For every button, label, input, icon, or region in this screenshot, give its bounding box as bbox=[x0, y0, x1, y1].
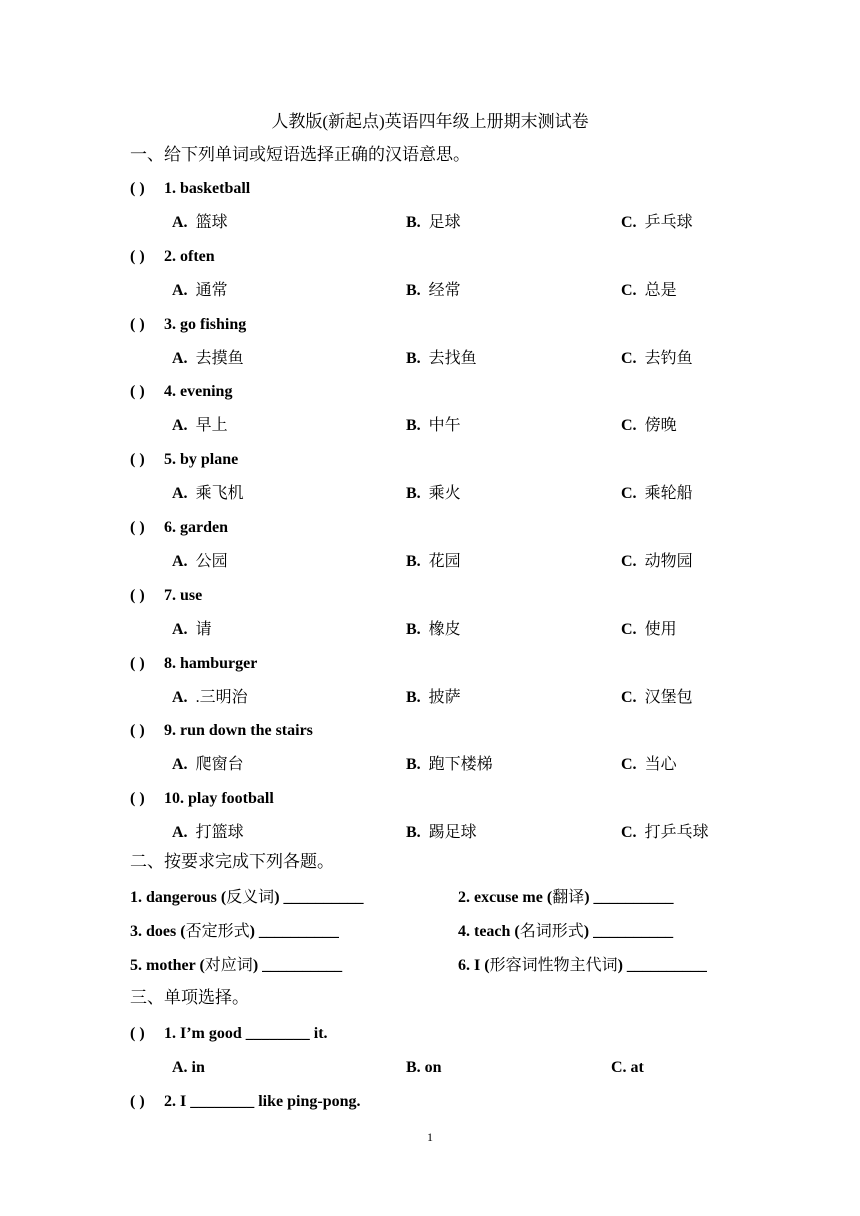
question-5 bbox=[130, 448, 238, 472]
answer-paren: ( ) bbox=[130, 519, 145, 536]
option-letter: C. bbox=[621, 485, 637, 502]
option-text: 傍晚 bbox=[644, 417, 677, 434]
option-a bbox=[172, 211, 228, 235]
question-3 bbox=[130, 313, 246, 337]
option-a bbox=[172, 550, 228, 574]
answer-paren: ( ) bbox=[130, 248, 145, 265]
option-letter: B. bbox=[406, 417, 421, 434]
option-letter: B. bbox=[406, 214, 421, 231]
option-text: 乘飞机 bbox=[195, 485, 244, 502]
option-letter: B. bbox=[406, 621, 421, 638]
option-b bbox=[406, 279, 461, 303]
option-text: 请 bbox=[195, 621, 212, 638]
option-text: 乘火 bbox=[428, 485, 461, 502]
option-text: 乒乓球 bbox=[644, 214, 693, 231]
option-text: 动物园 bbox=[644, 553, 693, 570]
option-text: 乘轮船 bbox=[644, 485, 693, 502]
option-a bbox=[172, 821, 244, 845]
option-c bbox=[621, 482, 693, 506]
option-text: 中午 bbox=[428, 417, 461, 434]
option-letter: C. bbox=[621, 350, 637, 367]
option-letter: B. bbox=[406, 824, 421, 841]
fill-item-1: 1. dangerous (反义词) __________ bbox=[130, 889, 364, 906]
option-letter: B. bbox=[406, 756, 421, 773]
mc-question-2: ( ) 2. I ________ like ping-pong. bbox=[130, 1093, 361, 1110]
option-text: 去找鱼 bbox=[428, 350, 477, 367]
option-letter: A. bbox=[172, 553, 188, 570]
answer-paren: ( ) bbox=[130, 655, 145, 672]
option-letter: C. bbox=[621, 621, 637, 638]
option-a bbox=[172, 686, 248, 710]
fill-item-2: 2. excuse me (翻译) __________ bbox=[458, 889, 674, 906]
option-text: 篮球 bbox=[195, 214, 228, 231]
option-text: 当心 bbox=[644, 756, 677, 773]
option-c bbox=[621, 618, 677, 642]
option-text: 经常 bbox=[428, 282, 461, 299]
option-b bbox=[406, 347, 477, 371]
option-letter: C. bbox=[621, 756, 637, 773]
option-text: 披萨 bbox=[428, 689, 461, 706]
option-text: 打篮球 bbox=[195, 824, 244, 841]
option-b bbox=[406, 618, 461, 642]
option-c bbox=[621, 821, 709, 845]
option-letter: C. bbox=[621, 282, 637, 299]
mc-question-1: ( ) 1. I’m good ________ it. bbox=[130, 1025, 328, 1042]
answer-paren: ( ) bbox=[130, 722, 145, 739]
question-10 bbox=[130, 787, 274, 811]
option-letter: A. bbox=[172, 214, 188, 231]
answer-paren: ( ) bbox=[130, 790, 145, 807]
option-letter: C. bbox=[621, 417, 637, 434]
answer-paren: ( ) bbox=[130, 587, 145, 604]
option-text: 早上 bbox=[195, 417, 228, 434]
question-term: 10. play football bbox=[164, 790, 274, 807]
option-text: 打乒乓球 bbox=[644, 824, 709, 841]
option-letter: A. bbox=[172, 282, 188, 299]
option-text: 公园 bbox=[195, 553, 228, 570]
option-letter: A. bbox=[172, 417, 188, 434]
option-letter: A. bbox=[172, 756, 188, 773]
option-a bbox=[172, 414, 228, 438]
option-c bbox=[621, 753, 677, 777]
option-letter: A. bbox=[172, 689, 188, 706]
fill-item-5: 5. mother (对应词) __________ bbox=[130, 957, 343, 974]
option-letter: B. bbox=[406, 282, 421, 299]
option-text: 跑下楼梯 bbox=[428, 756, 493, 773]
option-letter: B. bbox=[406, 689, 421, 706]
fill-item-3: 3. does (否定形式) __________ bbox=[130, 923, 339, 940]
option-c bbox=[621, 550, 693, 574]
mc-option-b: B. on bbox=[406, 1059, 442, 1076]
question-9 bbox=[130, 719, 313, 743]
fill-item-4: 4. teach (名词形式) __________ bbox=[458, 923, 674, 940]
option-letter: A. bbox=[172, 350, 188, 367]
answer-paren: ( ) bbox=[130, 180, 145, 197]
question-term: 3. go fishing bbox=[164, 316, 247, 333]
answer-paren: ( ) bbox=[130, 451, 145, 468]
option-text: 花园 bbox=[428, 553, 461, 570]
question-term: 5. by plane bbox=[164, 451, 239, 468]
option-letter: A. bbox=[172, 485, 188, 502]
option-text: 足球 bbox=[428, 214, 461, 231]
option-b bbox=[406, 482, 461, 506]
option-letter: B. bbox=[406, 350, 421, 367]
question-term: 9. run down the stairs bbox=[164, 722, 313, 739]
question-1 bbox=[130, 177, 250, 201]
answer-paren: ( ) bbox=[130, 383, 145, 400]
question-term: 4. evening bbox=[164, 383, 233, 400]
option-text: .三明治 bbox=[195, 689, 248, 706]
option-c bbox=[621, 686, 693, 710]
option-text: 爬窗台 bbox=[195, 756, 244, 773]
question-8 bbox=[130, 652, 257, 676]
option-b bbox=[406, 414, 461, 438]
option-letter: A. bbox=[172, 824, 188, 841]
option-text: 通常 bbox=[195, 282, 228, 299]
page-title: 人教版(新起点)英语四年级上册期末测试卷 bbox=[271, 112, 589, 131]
option-text: 踢足球 bbox=[428, 824, 477, 841]
option-letter: C. bbox=[621, 214, 637, 231]
option-a bbox=[172, 279, 228, 303]
question-term: 7. use bbox=[164, 587, 203, 604]
question-term: 1. basketball bbox=[164, 180, 251, 197]
section-2-heading: 二、按要求完成下列各题。 bbox=[130, 852, 334, 871]
option-a bbox=[172, 753, 244, 777]
question-6 bbox=[130, 516, 228, 540]
option-text: 去钓鱼 bbox=[644, 350, 693, 367]
question-term: 6. garden bbox=[164, 519, 228, 536]
option-letter: C. bbox=[621, 553, 637, 570]
option-a bbox=[172, 618, 212, 642]
option-letter: B. bbox=[406, 485, 421, 502]
option-c bbox=[621, 347, 693, 371]
option-text: 去摸鱼 bbox=[195, 350, 244, 367]
question-4 bbox=[130, 380, 232, 404]
option-text: 使用 bbox=[644, 621, 677, 638]
option-c bbox=[621, 414, 677, 438]
option-b bbox=[406, 753, 493, 777]
option-b bbox=[406, 821, 477, 845]
mc-option-a: A. in bbox=[172, 1059, 205, 1076]
option-letter: C. bbox=[621, 689, 637, 706]
page-number: 1 bbox=[427, 1130, 433, 1144]
option-b bbox=[406, 211, 461, 235]
option-text: 汉堡包 bbox=[644, 689, 693, 706]
option-a bbox=[172, 347, 244, 371]
question-7 bbox=[130, 584, 202, 608]
question-term: 2. often bbox=[164, 248, 215, 265]
section-3-heading: 三、单项选择。 bbox=[130, 988, 249, 1007]
option-b bbox=[406, 686, 461, 710]
question-2 bbox=[130, 245, 215, 269]
option-letter: A. bbox=[172, 621, 188, 638]
option-text: 总是 bbox=[644, 282, 677, 299]
question-term: 8. hamburger bbox=[164, 655, 258, 672]
option-c bbox=[621, 279, 677, 303]
option-b bbox=[406, 550, 461, 574]
mc-option-c: C. at bbox=[611, 1059, 644, 1076]
option-c bbox=[621, 211, 693, 235]
option-letter: C. bbox=[621, 824, 637, 841]
answer-paren: ( ) bbox=[130, 316, 145, 333]
section-1-heading: 一、给下列单词或短语选择正确的汉语意思。 bbox=[130, 145, 470, 164]
fill-item-6: 6. I (形容词性物主代词) __________ bbox=[458, 957, 707, 974]
option-letter: B. bbox=[406, 553, 421, 570]
option-a bbox=[172, 482, 244, 506]
option-text: 橡皮 bbox=[428, 621, 461, 638]
